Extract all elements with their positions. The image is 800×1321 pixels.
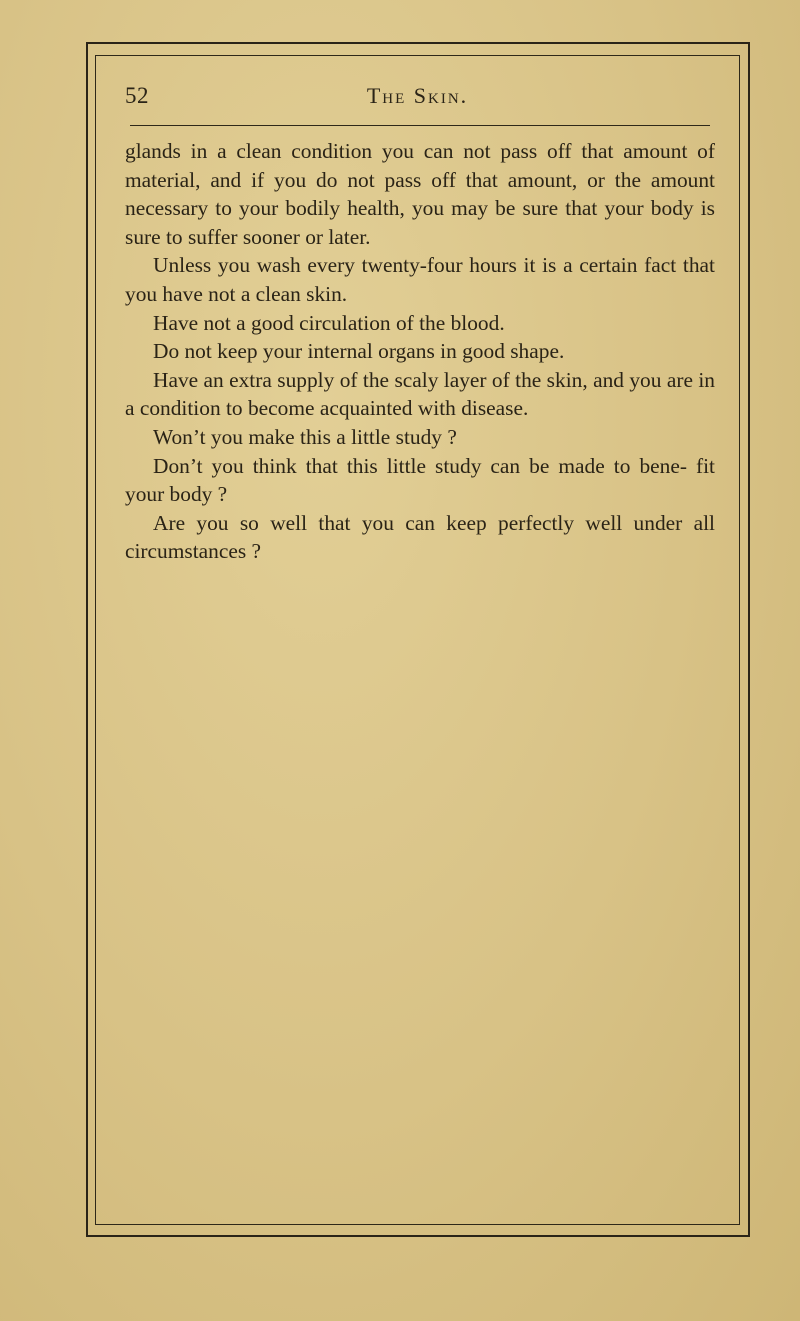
paragraph-4: Do not keep your internal organs in good shape.	[153, 339, 565, 364]
page-body	[125, 137, 715, 566]
paragraph-6: Won’t you make this a little study ?	[153, 424, 457, 449]
paragraph-8: Are you so well that you can keep perfectly well under all circumstances ?	[125, 510, 715, 564]
page-header	[125, 83, 710, 117]
header-rule	[130, 125, 710, 126]
paragraph-7: Don’t you think that this little study can be made to bene- fit your body ?	[125, 453, 715, 507]
paragraph-2: Unless you wash every twenty-four hours it is a certain fact that you have not a clean skin.	[125, 253, 715, 306]
paragraph-3: Have not a good circulation of the blood.	[153, 310, 505, 335]
paragraph-1: glands in a clean condition you can not pass off that amount of material, and if you do not pass off that amount, or the amount necessary to your bodily health, you may be sure that your body is sure to suffer sooner or later.	[125, 139, 715, 249]
running-title: The Skin.	[366, 83, 469, 108]
paragraph-5: Have an extra supply of the scaly layer of the skin, and you are in a condition to become acquainted with disease.	[125, 367, 715, 421]
page-number: 52	[125, 83, 149, 108]
